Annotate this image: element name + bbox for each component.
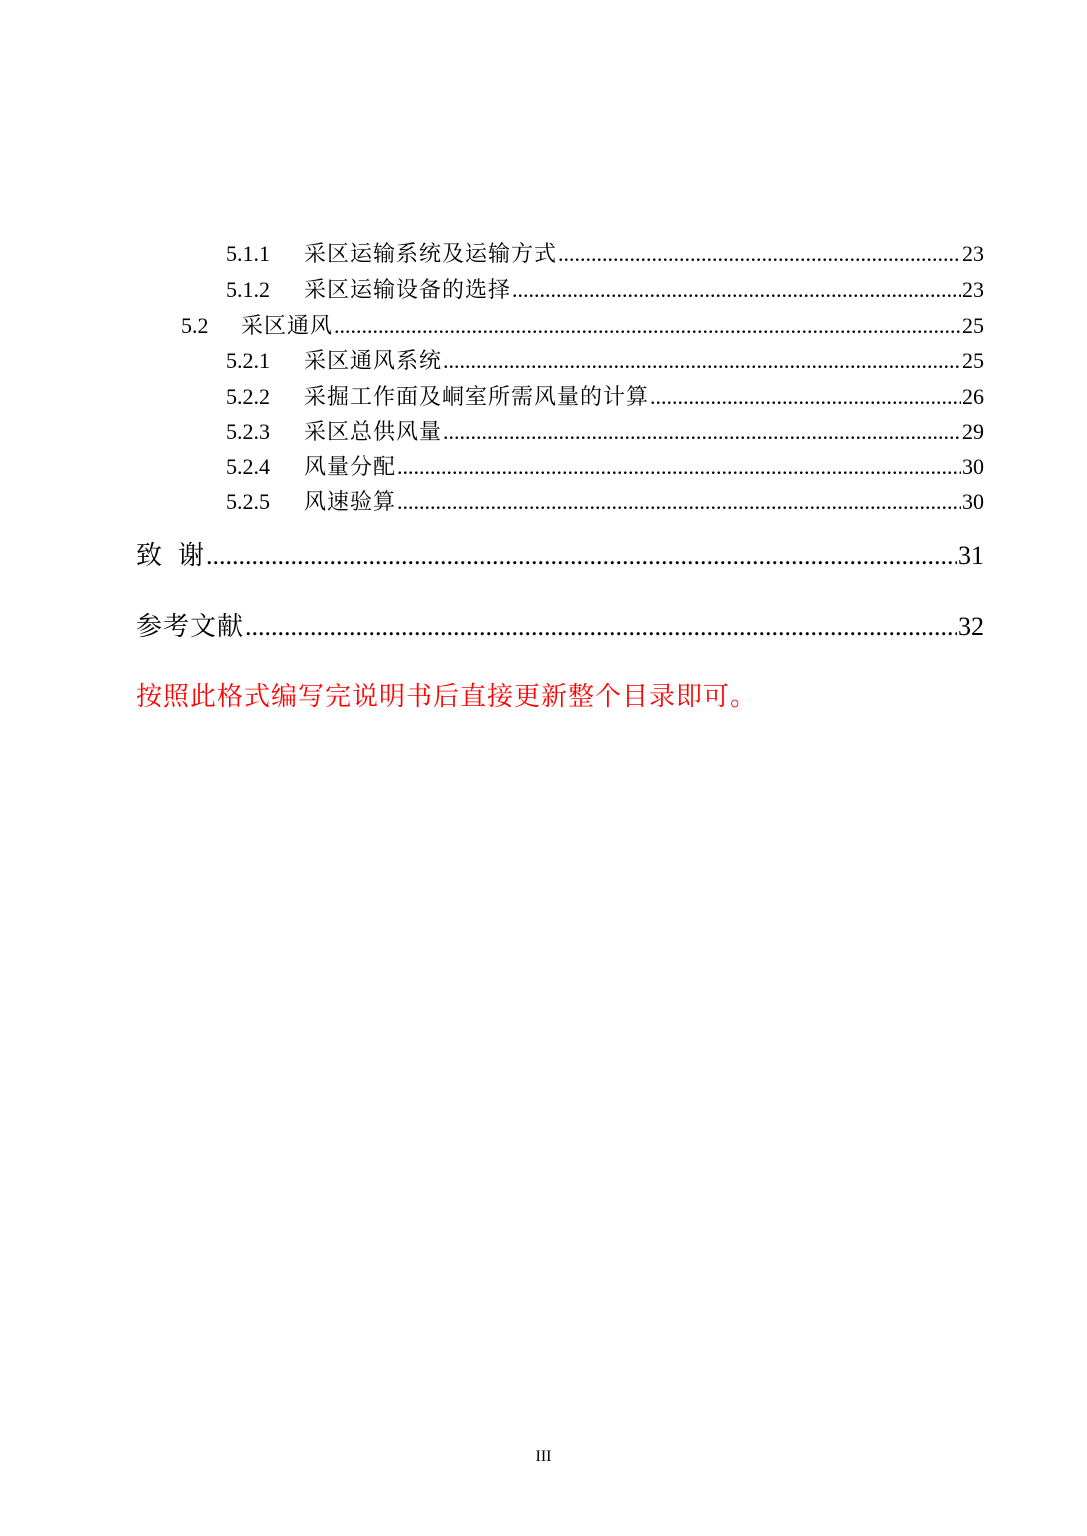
toc-entry-page: 23 (962, 277, 984, 302)
toc-entry-title: 参考文献 (136, 612, 245, 641)
toc-entry-title: 风速验算 (304, 489, 397, 514)
toc-leader-dots (334, 311, 961, 341)
toc-leader-dots (245, 608, 957, 646)
toc-leader-dots (206, 537, 957, 575)
toc-entry-title: 致 谢 (136, 541, 206, 570)
toc-entry-number: 5.1.2 (226, 277, 270, 302)
toc-entry-acknowledgements[interactable] (136, 537, 984, 575)
page-number-footer: III (535, 1448, 552, 1465)
toc-entry-title: 采区通风系统 (304, 348, 443, 373)
toc-entry-number: 5.2 (181, 313, 209, 338)
toc-entry-5-1-2[interactable] (226, 275, 984, 305)
toc-entry-page: 25 (962, 313, 984, 338)
toc-entry-page: 32 (958, 612, 984, 641)
toc-entry-5-2-4[interactable] (226, 452, 984, 482)
toc-entry-number: 5.1.1 (226, 241, 270, 266)
toc-entry-title: 采区运输系统及运输方式 (304, 241, 558, 266)
toc-entry-page: 30 (962, 489, 984, 514)
toc-entry-page: 30 (962, 454, 984, 479)
toc-entry-references[interactable] (136, 608, 984, 646)
toc-entry-number: 5.2.2 (226, 384, 270, 409)
toc-entry-page: 26 (962, 384, 984, 409)
toc-entry-5-2-1[interactable] (226, 346, 984, 376)
toc-entry-page: 29 (962, 419, 984, 444)
toc-entry-5-1-1[interactable] (226, 239, 984, 269)
toc-entry-title: 采掘工作面及峒室所需风量的计算 (304, 384, 650, 409)
toc-entry-page: 25 (962, 348, 984, 373)
toc-leader-dots (512, 275, 961, 305)
toc-entry-title: 采区总供风量 (304, 419, 443, 444)
toc-entry-number: 5.2.5 (226, 489, 270, 514)
toc-leader-dots (443, 346, 961, 376)
toc-leader-dots (397, 487, 961, 517)
toc-leader-dots (443, 417, 961, 447)
toc-entry-5-2[interactable] (181, 311, 984, 341)
toc-entry-5-2-3[interactable] (226, 417, 984, 447)
toc-entry-5-2-2[interactable] (226, 382, 984, 412)
instruction-note: 按照此格式编写完说明书后直接更新整个目录即可。 (136, 682, 758, 711)
toc-entry-page: 31 (958, 541, 984, 570)
toc-entry-title: 采区通风 (241, 313, 334, 338)
toc-entry-title: 采区运输设备的选择 (304, 277, 512, 302)
toc-leader-dots (397, 452, 961, 482)
toc-leader-dots (650, 382, 961, 412)
toc-entry-number: 5.2.4 (226, 454, 270, 479)
toc-entry-title: 风量分配 (304, 454, 397, 479)
toc-entry-number: 5.2.1 (226, 348, 270, 373)
toc-entry-number: 5.2.3 (226, 419, 270, 444)
toc-leader-dots (558, 239, 961, 269)
toc-entry-5-2-5[interactable] (226, 487, 984, 517)
toc-entry-page: 23 (962, 241, 984, 266)
